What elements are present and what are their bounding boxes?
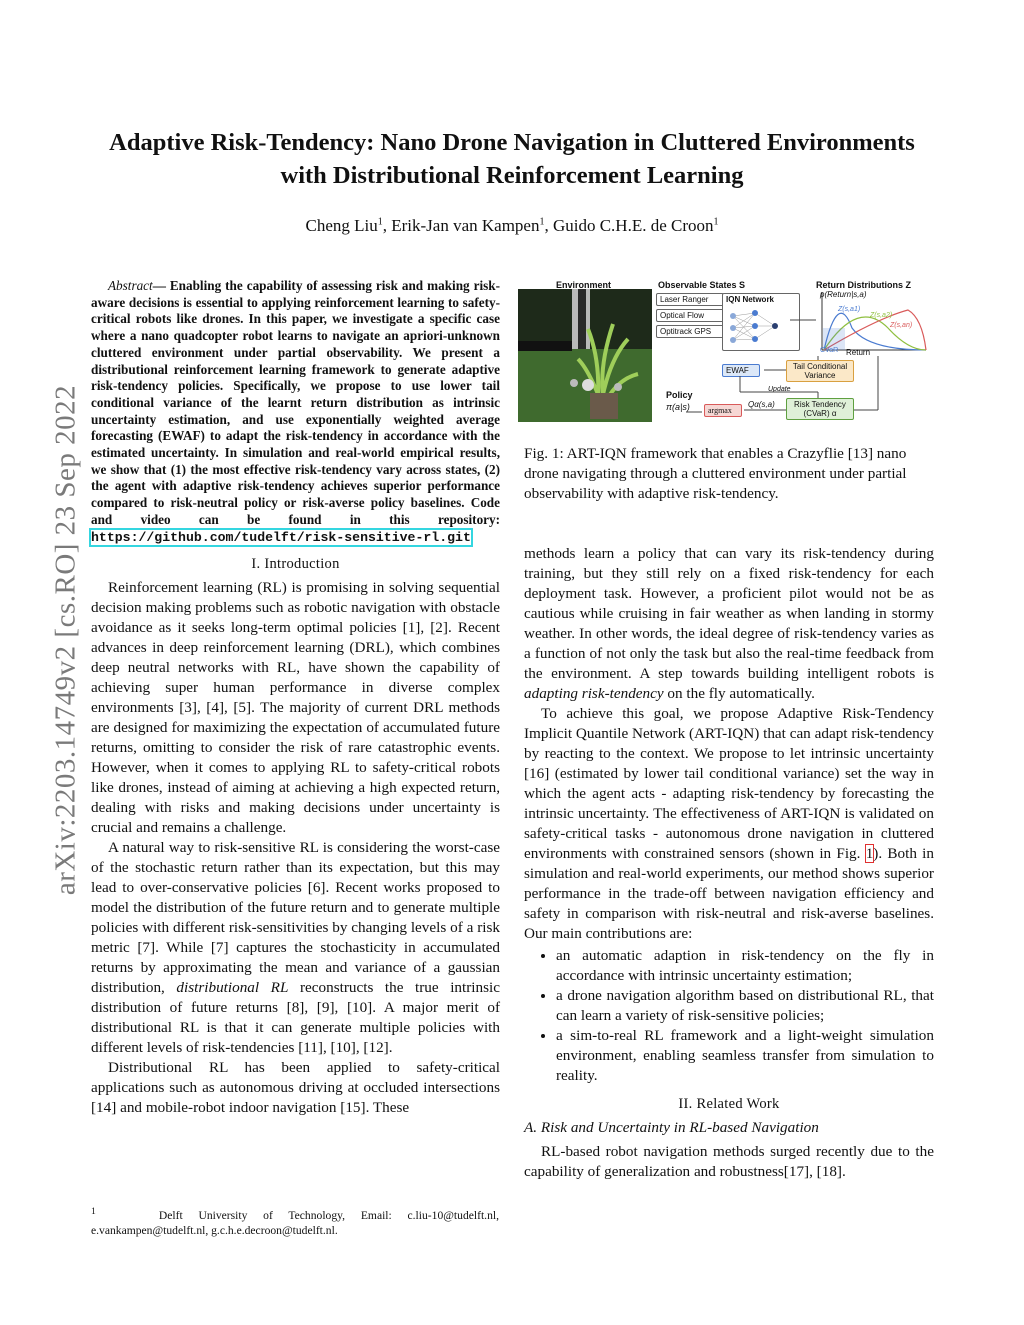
sensor-box: Laser Ranger (656, 293, 724, 306)
curve-label-a2: Z(s,a2) (870, 312, 893, 319)
repository-link[interactable]: https://github.com/tudelft/risk-sensitive-rl.git (91, 529, 471, 545)
argmax-box: argmax (704, 404, 742, 417)
observable-states-label: Observable States S (658, 280, 746, 290)
ewaf-box: EWAF (722, 364, 760, 377)
arxiv-identifier: arXiv:2203.14749v2 [cs.RO] 23 Sep 2022 (49, 384, 82, 896)
drone-photo (518, 289, 652, 422)
author-name: Cheng Liu (305, 216, 378, 235)
contributions-list (524, 946, 934, 1086)
sensor-box: Optical Flow (656, 309, 724, 322)
return-axis-label: Return (846, 348, 871, 357)
figure-caption: Fig. 1: ART-IQN framework that enables a Crazyflie [13] nano drone navigating through a cluttered environment under partial observability with adaptive risk-tendency. (524, 445, 907, 502)
policy-label: Policy (666, 390, 693, 400)
paragraph: methods learn a policy that can vary its risk-tendency during training, but they still rely on a fixed risk-tendency for each deployment task. However, a proficient pilot would not be as cautious while cruising in fair weather as when landing in stormy weather. In other words, the ideal degree of risk-tendency varies as a function of not only the task but also the real-time feedback from the environment. A step towards building intelligent robots is adapting risk-tendency on the fly automatically. (524, 545, 934, 702)
paragraph: A natural way to risk-sensitive RL is considering the worst-case of the stochastic return rather than its expectation, but this may lead to over-conservative policies [6]. Recent works proposed to model the distribution of the future return and to generate multiple policies with different risk-sensitivities by changing levels of a risk metric [7]. While [7] captures the stochasticity in accumulated returns by approximating the mean and variance of a gaussian distribution, distributional RL reconstructs the true intrinsic distribution of future returns [8], [9], [10]. A major merit of distributional RL is that it can generate multiple policies with different levels of risk-tendencies [11], [10], [12]. (91, 839, 500, 1057)
author-line: Cheng Liu$^1$, Erik-Jan van Kampen$^1$, Guido C.H.E. de Croon$^1$ (305, 216, 719, 235)
neural-network-icon (723, 308, 793, 348)
affiliation-footnote: $^1$ Delft University of Technology, Email: c.liu-10@tudelft.nl, e.vankampen@tudelft.nl, g.c.h.e.decroon@tudelft.nl. (91, 1206, 500, 1237)
author-name: Erik-Jan van Kampen (391, 216, 540, 235)
risk-tendency-box: Risk Tendency (CVaR) α (786, 398, 854, 420)
drone-photo-illustration (518, 289, 652, 422)
right-column (524, 544, 934, 1182)
section-heading-introduction: I. Introduction (251, 556, 340, 573)
list-item: • a sim-to-real RL framework and a light-weight simulation environment, enabling seamless transfer from simulation to reality. (556, 1026, 934, 1086)
curve-label-a1: Z(s,a1) (838, 306, 861, 313)
sensor-box: Optitrack GPS (656, 325, 724, 338)
q-value-label: Qα(s,a) (748, 400, 775, 409)
author-name: Guido C.H.E. de Croon (552, 216, 714, 235)
policy-symbol: π(a|s) (666, 402, 690, 412)
environment-label: Environment (556, 280, 612, 290)
abstract: Abstract— Enabling the capability of assessing risk and making risk-aware decisions is essential to applying reinforcement learning to safety-critical robots like drones. In this paper, we investigate a specific case where a nano quadcopter robot learns to navigate an apriori-unknown cluttered environment under partial observability. We present a distributional reinforcement learning framework to generate adaptive risk-tendency policies. Specifically, we propose to use lower tail conditional variance of the learnt return distribution as intrinsic uncertainty estimation, and use exponentially weighted average forecasting (EWAF) to adapt the risk-tendency in accordance with the estimated uncertainty. In simulation and real-world empirical results, we show that (1) the most effective risk-tendency vary across states, (2) the agent with adaptive risk-tendency achieves superior performance compared to risk-neutral policy or risk-averse policy baselines. Code and video can be found in this repository: https://github.com/tudelft/risk-sensitive-rl.git (91, 278, 500, 545)
subsection-heading: A. Risk and Uncertainty in RL-based Navigation (524, 1119, 819, 1136)
curve-label-an: Z(s,an) (890, 322, 913, 329)
update-label: Update (768, 386, 791, 393)
section-heading-related-work: II. Related Work (678, 1096, 780, 1112)
cvar-label: CVaR (820, 347, 839, 354)
figure-1 (518, 280, 936, 432)
paragraph: RL-based robot navigation methods surged recently due to the capability of generalization and robustness[17], [18]. (524, 1143, 934, 1180)
paragraph: Reinforcement learning (RL) is promising in solving sequential decision making problems such as robotic navigation with obstacle avoidance as it seeks long-term optimal policies [1], [2]. Recent advances in deep reinforcement learning (DRL), which combines deep neutral networks with RL, have shown the capability of achieving super human performance in diverse complex environments [3], [4], [5]. The majority of current DRL methods are designed for maximizing the expectation of accumulated future returns, omitting to consider the risk of rare catastrophic events. However, when it comes to applying RL to safety-critical robots like drones, instead of aiming at achieving a high expected return, dealing with risks and making decisions under uncertainty is crucial and remains a challenge. (91, 579, 500, 837)
iqn-network-box: IQN Network (722, 293, 800, 351)
paragraph: Distributional RL has been applied to safety-critical applications such as autonomous driving at occluded intersections [14] and mobile-robot indoor navigation [15]. These (91, 1059, 500, 1117)
tail-variance-box: Tail Conditional Variance (786, 360, 854, 382)
figure-reference-link[interactable]: 1 (865, 845, 874, 862)
list-item: • an automatic adaption in risk-tendency on the fly in accordance with intrinsic uncertainty estimation; (556, 946, 934, 986)
return-distributions-label: Return Distributions Z (816, 280, 911, 290)
paragraph: To achieve this goal, we propose Adaptive Risk-Tendency Implicit Quantile Network (ART-IQN) that can adapt risk-tendency by reacting to the context. We propose to let intrinsic uncertainty [16] (estimated by lower tail conditional variance) set the way in which the agent acts - adapting risk-tendency by forecasting the intrinsic uncertainty. The effectiveness of ART-IQN is validated on safety-critical tasks - autonomous drone navigation in cluttered environments with constrained sensors (shown in Fig. 1). Both in simulation and real-world experiments, our method shows superior performance in the trade-off between navigation efficiency and safety in comparison with risk-neutral and risk-averse baselines. Our main contributions are: (524, 705, 934, 942)
list-item: • a drone navigation algorithm based on distributional RL, that can learn a variety of risk-sensitive policies; (556, 986, 934, 1026)
paper-title: Adaptive Risk-Tendency: Nano Drone Navigation in Cluttered Environments with Distributional Reinforcement Learning (109, 129, 915, 189)
left-column (91, 278, 500, 1118)
probability-label: p(Return|s,a) (820, 290, 867, 299)
